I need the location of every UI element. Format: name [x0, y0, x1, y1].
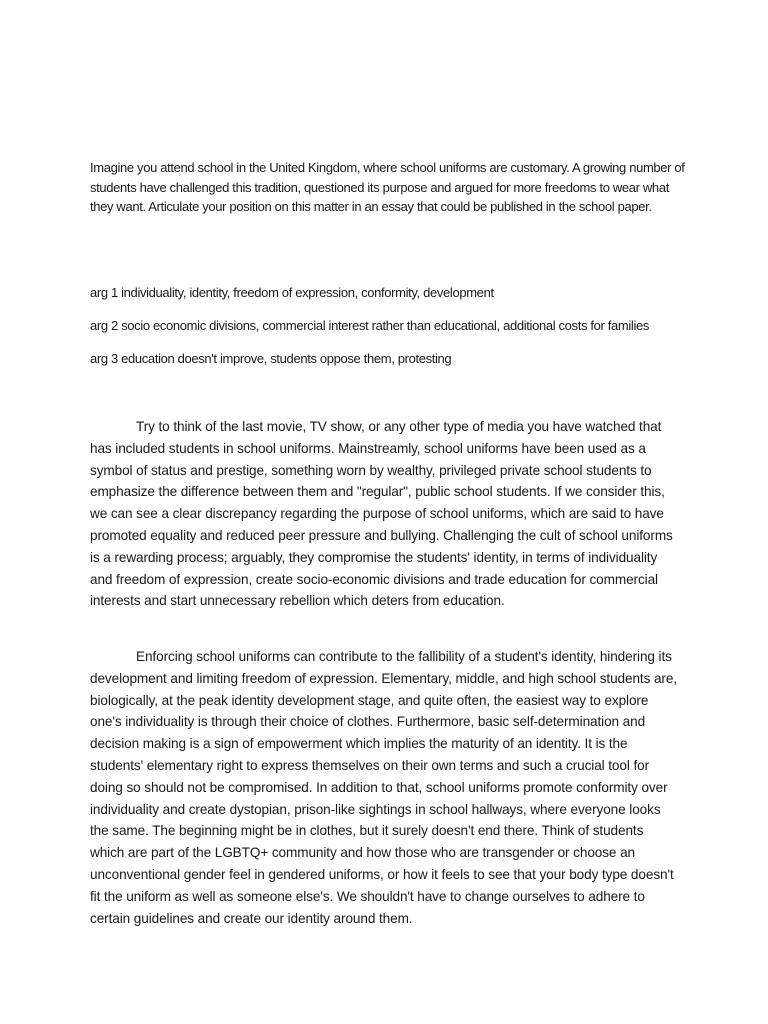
argument-2: arg 2 socio economic divisions, commercial interest rather than educational, additional costs for families — [90, 318, 650, 333]
essay-paragraph-2: Enforcing school uniforms can contribute to the fallibility of a student's identity, hindering its development and limiting freedom of expression. Elementary, middle, and high school students are, biologically, at the peak identity development stage, and quite often, the easiest way to explore one's individuality is through their choice of clothes. Furthermore, basic self-determination and decision making is a sign of empowerment which implies the maturity of an identity. It is the students' elementary right to express themselves on their own terms and such a crucial tool for doing so should not be compromised. In addition to that, school uniforms promote conformity over individuality and create dystopian, prison-like sightings in school hallways, where everyone looks the same. The beginning might be in clothes, but it surely doesn't end there. Think of students which are part of the LGBTQ+ community and how those who are transgender or choose an unconventional gender feel in gendered uniforms, or how it feels to see that your body type doesn't fit the uniform as well as someone else's. We shouldn't have to change ourselves to adhere to certain guidelines and create our identity around them. — [90, 649, 677, 926]
essay-paragraph-1: Try to think of the last movie, TV show, or any other type of media you have watched that has included students in school uniforms. Mainstreamly, school uniforms have been used as a symbol of status and prestige, something worn by wealthy, privileged private school students to emphasize the difference between them and "regular", public school students. If we consider this, we can see a clear discrepancy regarding the purpose of school uniforms, which are said to have promoted equality and reduced peer pressure and bullying. Challenging the cult of school uniforms is a rewarding process; arguably, they compromise the students' identity, in terms of individuality and freedom of expression, create socio-economic divisions and trade education for commercial interests and start unnecessary rebellion which deters from education. — [90, 419, 673, 609]
argument-1: arg 1 individuality, identity, freedom of expression, conformity, development — [90, 285, 494, 300]
argument-3: arg 3 education doesn't improve, students oppose them, protesting — [90, 351, 452, 366]
essay-prompt: Imagine you attend school in the United Kingdom, where school uniforms are customary. A growing number of students have challenged this tradition, questioned its purpose and argued for more freedoms to wear what they want. Articulate your position on this matter in an essay that could be published in the school paper. — [90, 160, 685, 215]
